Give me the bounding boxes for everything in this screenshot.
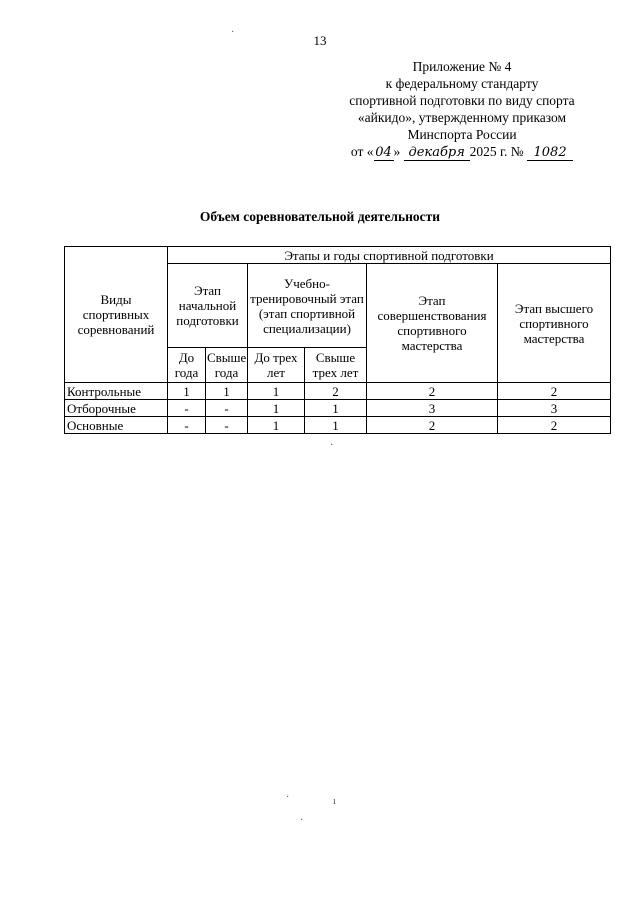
table-cell: 1 [206, 383, 248, 400]
order-prefix: от « [350, 144, 374, 159]
table-row [65, 383, 611, 400]
table-cell: 2 [498, 417, 611, 434]
table-cell: 1 [248, 383, 305, 400]
table-cell: - [168, 417, 206, 434]
competition-volume-table [64, 246, 611, 434]
table-cell: 1 [248, 417, 305, 434]
table-cell: 2 [367, 383, 498, 400]
scan-speck: · [286, 792, 290, 803]
header-stage-improvement: Этап совершенствования спортивного мастерства [367, 264, 498, 383]
scan-speck: · [300, 815, 304, 826]
table-cell: 1 [168, 383, 206, 400]
table-row [65, 417, 611, 434]
appendix-line-1: Приложение № 4 [412, 59, 512, 74]
header-stage-training: Учебно-тренировочный этап (этап спортивной специализации) [248, 264, 367, 348]
order-year: 2025 г. № [469, 144, 524, 159]
order-month: декабря [404, 146, 470, 161]
table-cell: - [168, 400, 206, 417]
order-day: 04 [375, 145, 392, 160]
appendix-block [312, 58, 612, 161]
subheader-up-to-year: До года [168, 348, 206, 383]
document-title: Объем соревновательной деятельности [199, 209, 441, 224]
order-mid: » [393, 144, 401, 159]
subheader-over-three-years: Свыше трех лет [305, 348, 367, 383]
scan-speck: ı [333, 796, 336, 807]
table-row [65, 400, 611, 417]
subheader-up-to-three-years: До трех лет [248, 348, 305, 383]
table-cell: 3 [498, 400, 611, 417]
row-label: Контрольные [65, 383, 168, 400]
scan-speck: · [330, 440, 334, 451]
appendix-line-5: Минспорта России [407, 127, 517, 142]
table-cell: 3 [367, 400, 498, 417]
table-cell: 2 [498, 383, 611, 400]
table-cell: 2 [305, 383, 367, 400]
header-stages: Этапы и годы спортивной подготовки [168, 247, 611, 264]
subheader-over-year: Свыше года [206, 348, 248, 383]
appendix-line-2: к федеральному стандарту [385, 76, 539, 91]
table-cell: - [206, 417, 248, 434]
table-cell: 1 [248, 400, 305, 417]
order-number: 1082 [527, 146, 573, 161]
page-number: 13 [313, 33, 327, 48]
header-stage-higher: Этап высшего спортивного мастерства [498, 264, 611, 383]
order-line [312, 143, 612, 161]
header-competition-kinds: Виды спортивных соревнований [65, 247, 168, 383]
appendix-line-3: спортивной подготовки по виду спорта [349, 93, 575, 108]
scan-speck: · [231, 27, 235, 38]
header-stage-initial: Этап начальной подготовки [168, 264, 248, 348]
row-label: Основные [65, 417, 168, 434]
appendix-line-4: «айкидо», утвержденному приказом [357, 110, 567, 125]
row-label: Отборочные [65, 400, 168, 417]
table-cell: 1 [305, 400, 367, 417]
table-cell: - [206, 400, 248, 417]
table-cell: 1 [305, 417, 367, 434]
table-cell: 2 [367, 417, 498, 434]
